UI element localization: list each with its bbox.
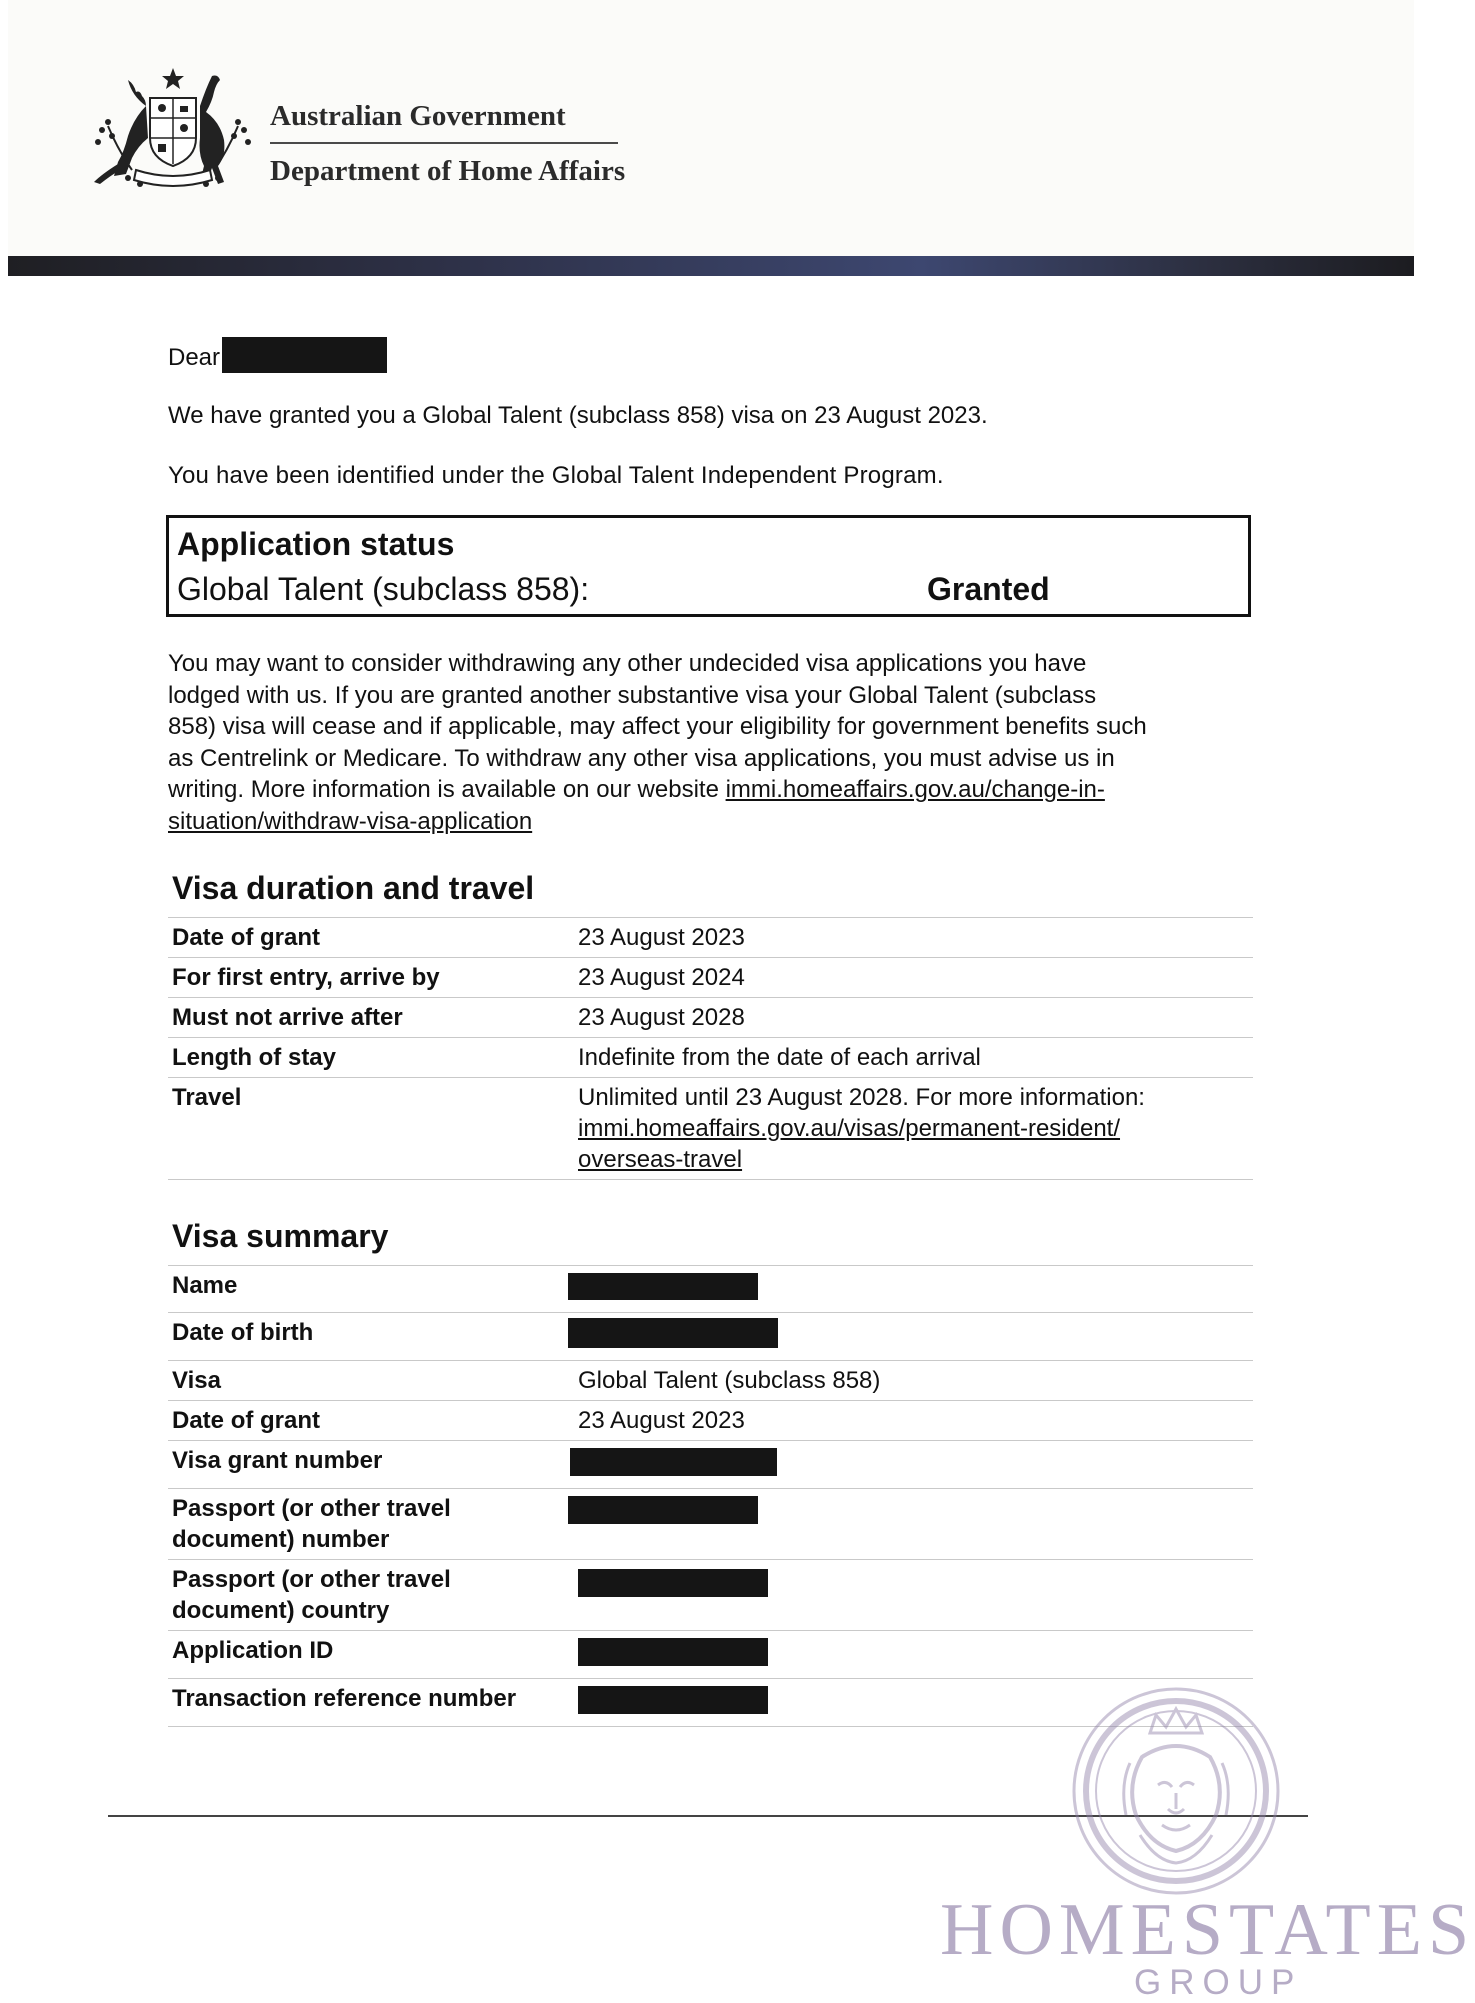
- row-value: [568, 1441, 1253, 1489]
- notice-line-text: writing. More information is available on our website: [168, 776, 726, 803]
- commonwealth-coat-of-arms-icon: [88, 66, 258, 194]
- row-label: Travel: [172, 1084, 242, 1111]
- withdraw-info-link-continued[interactable]: situation/withdraw-visa-application: [168, 807, 533, 835]
- notice-line: as Centrelink or Medicare. To withdraw any other visa applications, you must advise us in: [168, 744, 1115, 772]
- withdrawal-notice: [168, 648, 1258, 837]
- row-label: [168, 1489, 568, 1560]
- status-value: Granted: [927, 571, 1050, 607]
- row-value: 23 August 2023: [578, 1407, 745, 1434]
- application-status-box: [166, 515, 1251, 617]
- table-row: [168, 998, 1253, 1038]
- lion-crown-seal-icon: [1070, 1685, 1282, 1897]
- redacted-value: [568, 1318, 778, 1348]
- table-row: [168, 1038, 1253, 1078]
- row-value: [568, 1266, 1253, 1313]
- row-value: [568, 1489, 1253, 1560]
- overseas-travel-link[interactable]: immi.homeaffairs.gov.au/visas/permanent-resident/: [578, 1115, 1121, 1142]
- row-label-line: Passport (or other travel: [172, 1495, 451, 1522]
- row-label: For first entry, arrive by: [172, 964, 440, 991]
- row-label: [168, 1560, 568, 1631]
- table-row: [168, 1313, 1253, 1361]
- row-label: Must not arrive after: [172, 1004, 403, 1031]
- redacted-recipient-name: [222, 337, 387, 373]
- row-label: Length of stay: [172, 1044, 337, 1071]
- row-value: [568, 1631, 1253, 1679]
- row-value: Indefinite from the date of each arrival: [578, 1044, 981, 1071]
- row-label: Date of grant: [172, 1407, 321, 1434]
- visa-summary-table: [168, 1265, 1253, 1727]
- row-label: Application ID: [172, 1637, 334, 1664]
- row-value: 23 August 2028: [578, 1004, 745, 1031]
- visa-duration-heading: Visa duration and travel: [172, 870, 535, 906]
- table-row: [168, 1489, 1253, 1560]
- row-value: 23 August 2024: [578, 964, 745, 991]
- row-label: Name: [172, 1272, 238, 1299]
- letterhead-divider: [270, 142, 618, 144]
- row-label: Transaction reference number: [172, 1685, 517, 1712]
- row-label: Date of grant: [172, 924, 321, 951]
- status-visa-label: Global Talent (subclass 858):: [177, 571, 590, 607]
- status-title: Application status: [177, 526, 455, 562]
- row-label: Visa grant number: [172, 1447, 383, 1474]
- redacted-value: [578, 1638, 768, 1666]
- watermark-company-name: HOMESTATES: [940, 1889, 1475, 1971]
- redacted-value: [578, 1569, 768, 1597]
- table-row: [168, 1361, 1253, 1401]
- department-name: Department of Home Affairs: [270, 155, 626, 187]
- table-row: [168, 1401, 1253, 1441]
- table-row: [168, 1078, 1253, 1180]
- visa-duration-table: [168, 917, 1253, 1180]
- table-row: [168, 918, 1253, 958]
- table-row: [168, 1631, 1253, 1679]
- travel-text: Unlimited until 23 August 2028. For more information:: [578, 1084, 1145, 1111]
- table-row: [168, 1560, 1253, 1631]
- row-value: [568, 1560, 1253, 1631]
- redacted-value: [570, 1448, 777, 1476]
- government-name: Australian Government: [270, 100, 566, 132]
- overseas-travel-link-continued[interactable]: overseas-travel: [578, 1146, 743, 1173]
- table-row: [168, 958, 1253, 998]
- redacted-value: [578, 1686, 768, 1714]
- letterhead: [8, 0, 1414, 256]
- notice-line: [168, 806, 1258, 838]
- watermark-company-group: GROUP: [1134, 1963, 1303, 2002]
- row-value: Global Talent (subclass 858): [578, 1367, 881, 1394]
- grant-sentence: We have granted you a Global Talent (subclass 858) visa on 23 August 2023.: [168, 402, 988, 429]
- row-value: [568, 1078, 1253, 1180]
- redacted-value: [568, 1496, 758, 1524]
- withdraw-info-link[interactable]: immi.homeaffairs.gov.au/change-in-: [725, 776, 1105, 803]
- visa-summary-heading: Visa summary: [172, 1218, 389, 1254]
- redacted-value: [568, 1273, 758, 1300]
- notice-line: 858) visa will cease and if applicable, may affect your eligibility for government benefits such: [168, 713, 1147, 740]
- row-value: 23 August 2023: [578, 924, 745, 951]
- row-label-line: document) country: [172, 1597, 390, 1624]
- row-label-line: document) number: [172, 1526, 390, 1553]
- table-row: [168, 1441, 1253, 1489]
- salutation-text: Dear: [168, 344, 221, 371]
- header-color-bar: [8, 256, 1414, 276]
- row-label: Date of birth: [172, 1319, 314, 1346]
- notice-line: You may want to consider withdrawing any other undecided visa applications you have: [168, 650, 1087, 677]
- salutation: [168, 337, 387, 373]
- row-label-line: Passport (or other travel: [172, 1566, 451, 1593]
- program-sentence: You have been identified under the Global Talent Independent Program.: [168, 462, 944, 489]
- notice-line: [168, 774, 1258, 806]
- notice-line: lodged with us. If you are granted another substantive visa your Global Talent (subclass: [168, 681, 1097, 709]
- table-row: [168, 1266, 1253, 1313]
- row-value: [568, 1313, 1253, 1361]
- row-label: Visa: [172, 1367, 221, 1394]
